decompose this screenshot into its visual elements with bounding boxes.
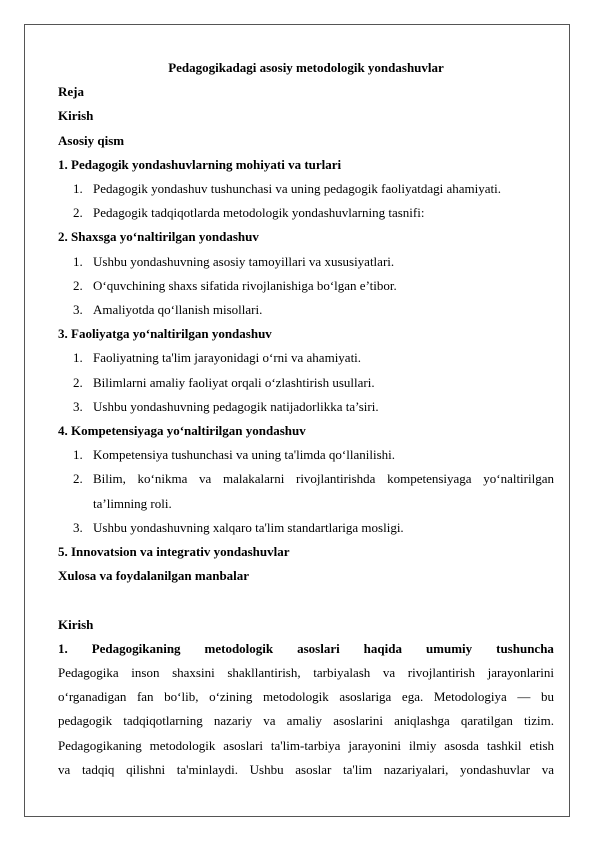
- plan-heading: Reja: [58, 84, 84, 100]
- paragraph-line: pedagogik tadqiqotlarning nazariy va amaliy asoslarini aniqlashga qaratilgan tizim.: [58, 713, 554, 729]
- list-item-text: Kompetensiya tushunchasi va uning ta'limda qo‘llanilishi.: [93, 447, 396, 463]
- list-item-number: 3.: [73, 398, 83, 414]
- paragraph-line: Pedagogikaning metodologik asoslari ta'lim-tarbiya jarayonini ilmiy asosda tashkil etish: [58, 737, 554, 753]
- list-item: [58, 177, 554, 201]
- paragraph-line: o‘rganadigan fan bo‘lib, o‘zining metodologik asoslariga ega. Metodologiya — bu: [58, 689, 554, 705]
- list-item-number: 1.: [73, 350, 83, 366]
- list-item: [58, 250, 554, 274]
- paragraph-line: Pedagogika inson shaxsini shakllantirish, tarbiyalash va rivojlantirish jarayonlarini: [58, 665, 554, 681]
- section-1-list: [58, 177, 554, 225]
- plan-introduction: Kirish: [58, 108, 94, 124]
- list-item-number: 2.: [73, 205, 83, 221]
- list-item: [58, 274, 554, 298]
- subheading-word: 1.: [58, 640, 68, 656]
- list-item-text: Ushbu yondashuvning pedagogik natijadorlikka ta’siri.: [93, 398, 379, 414]
- document-content: [58, 56, 554, 782]
- spacer: [58, 588, 554, 612]
- section-heading-2: 2. Shaxsga yo‘naltirilgan yondashuv: [58, 229, 259, 245]
- list-item: [58, 443, 554, 467]
- list-item-number: 2.: [73, 277, 83, 293]
- list-item-number: 2.: [73, 374, 83, 390]
- plan-conclusion: Xulosa va foydalanilgan manbalar: [58, 568, 250, 584]
- introduction-subheading: [58, 637, 554, 661]
- list-item-number: 1.: [73, 447, 83, 463]
- list-item-text: O‘quvchining shaxs sifatida rivojlanishiga bo‘lgan e’tibor.: [93, 277, 397, 293]
- subheading-word: tushuncha: [496, 640, 554, 656]
- section-3-list: [58, 346, 554, 419]
- section-heading-5: 5. Innovatsion va integrativ yondashuvlar: [58, 544, 290, 560]
- list-item-number: 3.: [73, 302, 83, 318]
- list-item-text: Ushbu yondashuvning xalqaro ta'lim standartlariga mosligi.: [93, 519, 404, 535]
- list-item: [58, 467, 554, 515]
- section-2-list: [58, 250, 554, 323]
- subheading-word: metodologik: [204, 640, 274, 656]
- list-item: [58, 201, 554, 225]
- list-item-text: Ushbu yondashuvning asosiy tamoyillari va xususiyatlari.: [93, 253, 395, 269]
- list-item-text: Bilim, ko‘nikma va malakalarni rivojlantirishda kompetensiyaga yo‘naltirilgan ta’limning roli.: [93, 471, 554, 511]
- section-heading-3: 3. Faoliyatga yo‘naltirilgan yondashuv: [58, 326, 272, 342]
- introduction-paragraph: [58, 661, 554, 782]
- list-item: [58, 371, 554, 395]
- list-item: [58, 395, 554, 419]
- list-item-text: Bilimlarni amaliy faoliyat orqali o‘zlashtirish usullari.: [93, 374, 375, 390]
- introduction-heading: Kirish: [58, 616, 94, 632]
- list-item-number: 1.: [73, 253, 83, 269]
- list-item-number: 3.: [73, 519, 83, 535]
- list-item-number: 1.: [73, 181, 83, 197]
- list-item: [58, 516, 554, 540]
- subheading-word: haqida: [363, 640, 402, 656]
- subheading-word: umumiy: [425, 640, 473, 656]
- paragraph-line: va tadqiq qilishni ta'minlaydi. Ushbu asoslar ta'lim nazariyalari, yondashuvlar va: [58, 761, 554, 777]
- list-item-text: Pedagogik yondashuv tushunchasi va uning pedagogik faoliyatdagi ahamiyati.: [93, 181, 501, 197]
- subheading-word: Pedagogikaning: [91, 640, 181, 656]
- section-heading-4: 4. Kompetensiyaga yo‘naltirilgan yondashuv: [58, 423, 306, 439]
- list-item-number: 2.: [73, 471, 83, 487]
- section-heading-1: 1. Pedagogik yondashuvlarning mohiyati va turlari: [58, 156, 342, 172]
- document-title: Pedagogikadagi asosiy metodologik yondashuvlar: [168, 60, 444, 75]
- list-item-text: Amaliyotda qo‘llanish misollari.: [93, 302, 263, 318]
- section-4-list: [58, 443, 554, 540]
- plan-main-part: Asosiy qism: [58, 132, 125, 148]
- list-item: [58, 298, 554, 322]
- list-item-text: Pedagogik tadqiqotlarda metodologik yondashuvlarning tasnifi:: [93, 205, 425, 221]
- list-item: [58, 346, 554, 370]
- list-item-text: Faoliyatning ta'lim jarayonidagi o‘rni va ahamiyati.: [93, 350, 362, 366]
- subheading-word: asoslari: [297, 640, 340, 656]
